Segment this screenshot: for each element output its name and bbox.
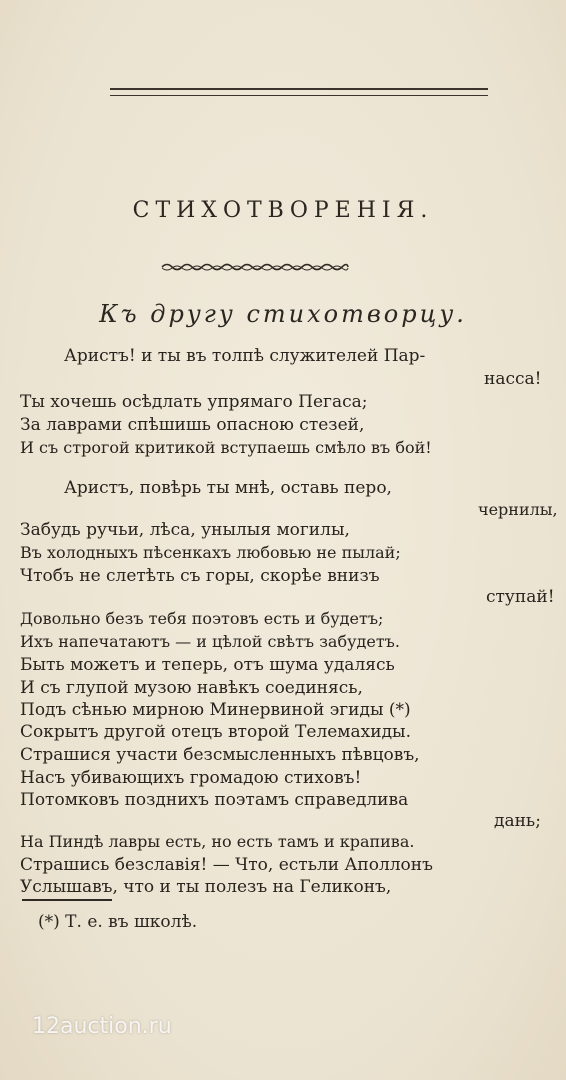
footnote-rule [22, 899, 112, 901]
poem-line: Въ холодныхъ пѣсенкахъ любовью не пылай; [20, 543, 401, 562]
poem-line: Страшися участи безсмысленныхъ пѣвцовъ, [20, 745, 420, 765]
poem-line: Ты хочешь осѣдлать упрямаго Пегаса; [20, 392, 368, 412]
poem-line: Аристъ, повѣрь ты мнѣ, оставь перо, [64, 478, 392, 498]
poem-line: дань; [494, 811, 541, 831]
poem-line: ступай! [486, 587, 555, 607]
poem-line: Услышавъ, что и ты полезъ на Геликонъ, [20, 877, 392, 897]
poem-line: Ихъ напечатаютъ — и цѣлой свѣтъ забудетъ. [20, 632, 400, 651]
poem-line: чернилы, [478, 500, 558, 519]
poem-line: Довольно безъ тебя поэтовъ есть и будетъ; [20, 609, 384, 628]
watermark: 12auction.ru [32, 1014, 172, 1039]
poem-line: И съ глупой музою навѣкъ соединясь, [20, 678, 363, 698]
poem-title: Къ другу стихотворцу. [99, 300, 467, 328]
poem-line: насса! [484, 369, 542, 389]
poem-line: Потомковъ позднихъ поэтамъ справедлива [20, 790, 409, 810]
footnote: (*) Т. е. въ школѣ. [38, 912, 198, 932]
poem-line: Забудь ручьи, лѣса, унылыя могилы, [20, 520, 350, 540]
poem-line: Быть можетъ и теперь, отъ шума удалясь [20, 655, 395, 675]
poem-line: На Пиндѣ лавры есть, но есть тамъ и крапива. [20, 832, 415, 851]
poem-line: Насъ убивающихъ громадою стиховъ! [20, 768, 362, 788]
poem-line: Страшись безславія! — Что, естьли Аполлонъ [20, 855, 433, 875]
poem-line: Подъ сѣнью мирною Минервиной эгиды (*) [20, 700, 411, 720]
ornament-divider [160, 262, 350, 272]
section-title: СТИХОТВОРЕНІЯ. [132, 198, 434, 223]
poem-line: Чтобъ не слетѣть съ горы, скорѣе внизъ [20, 566, 380, 586]
poem-line: И съ строгой критикой вступаешь смѣло въ бой! [20, 438, 432, 457]
top-double-rule [110, 88, 488, 96]
poem-line: Аристъ! и ты въ толпѣ служителей Пар- [64, 346, 426, 366]
poem-line: Сокрытъ другой отецъ второй Телемахиды. [20, 722, 411, 742]
poem-line: За лаврами спѣшишь опасною стезей, [20, 415, 365, 435]
